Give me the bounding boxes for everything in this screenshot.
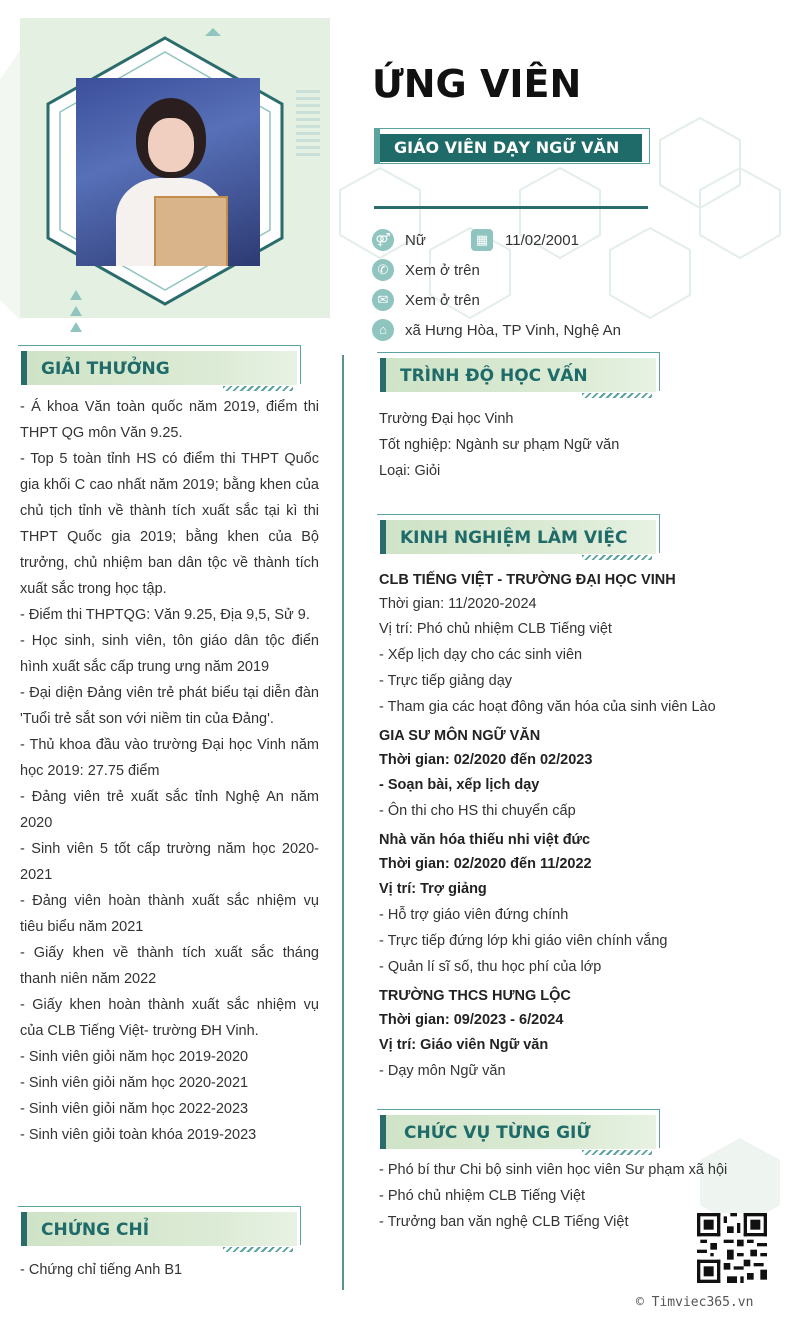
education-major: Tốt nghiệp: Ngành sư phạm Ngữ văn bbox=[379, 437, 620, 453]
job-task: - Hỗ trợ giáo viên đứng chính bbox=[379, 907, 569, 923]
job-role: Vị trí: Trợ giảng bbox=[379, 881, 487, 897]
list-item: - Sinh viên giỏi năm học 2020-2021 bbox=[20, 1075, 249, 1091]
job-task: - Trực tiếp giảng dạy bbox=[379, 673, 513, 689]
list-item: - Trưởng ban văn nghệ CLB Tiếng Việt bbox=[379, 1214, 629, 1230]
list-item: - Điểm thi THPTQG: Văn 9.25, Địa 9,5, Sử 9. bbox=[20, 607, 310, 623]
list-item: - Á khoa Văn toàn quốc năm 2019, điểm thi THPT QG môn Văn 9.25. bbox=[20, 399, 319, 441]
list-item: - Học sinh, sinh viên, tôn giáo dân tộc điển hình xuất sắc cấp trung ưng năm 2019 bbox=[20, 633, 319, 675]
job-task: - Quản lí sĩ số, thu học phí của lớp bbox=[379, 959, 602, 975]
job-time: Thời gian: 11/2020-2024 bbox=[379, 596, 537, 612]
list-item: - Đại diện Đảng viên trẻ phát biểu tại diễn đàn 'Tuổi trẻ sắt son với niềm tin của Đảng'. bbox=[20, 685, 319, 727]
education-details bbox=[379, 406, 779, 484]
contact-phone: ✆ Xem ở trên bbox=[372, 259, 572, 285]
list-item: - Phó chủ nhiệm CLB Tiếng Việt bbox=[379, 1188, 586, 1204]
job-role: Vị trí: Giáo viên Ngữ văn bbox=[379, 1037, 549, 1053]
job-time: Thời gian: 02/2020 đến 02/2023 bbox=[379, 752, 593, 768]
job-org: TRƯỜNG THCS HƯNG LỘC bbox=[379, 988, 571, 1004]
positions-heading: CHỨC VỤ TỪNG GIỮ bbox=[380, 1113, 656, 1155]
experience-heading: KINH NGHIỆM LÀM VIỆC bbox=[380, 518, 656, 560]
email-icon: ✉ bbox=[372, 289, 394, 311]
experience-list bbox=[379, 568, 789, 1084]
job-time: Thời gian: 09/2023 - 6/2024 bbox=[379, 1012, 564, 1028]
list-item: - Phó bí thư Chi bộ sinh viên học viên Sư phạm xã hội bbox=[379, 1162, 728, 1178]
list-item: - Đảng viên trẻ xuất sắc tỉnh Nghệ An năm 2020 bbox=[20, 789, 319, 831]
watermark: © Timviec365.vn bbox=[636, 1295, 754, 1310]
avatar bbox=[76, 78, 260, 266]
list-item: - Giấy khen hoàn thành xuất sắc nhiệm vụ của CLB Tiếng Việt- trường ĐH Vinh. bbox=[20, 997, 319, 1039]
job-task: - Dạy môn Ngữ văn bbox=[379, 1063, 506, 1079]
list-item: - Sinh viên giỏi toàn khóa 2019-2023 bbox=[20, 1127, 257, 1143]
job-task: - Ôn thi cho HS thi chuyển cấp bbox=[379, 803, 576, 819]
job-org: GIA SƯ MÔN NGỮ VĂN bbox=[379, 728, 541, 744]
job-task: - Trực tiếp đứng lớp khi giáo viên chính vắng bbox=[379, 933, 668, 949]
home-icon: ⌂ bbox=[372, 319, 394, 341]
calendar-icon: ▦ bbox=[471, 229, 493, 251]
list-item: - Thủ khoa đầu vào trường Đại học Vinh năm học 2019: 27.75 điểm bbox=[20, 737, 319, 779]
contact-gender: ⚤ Nữ bbox=[372, 229, 482, 255]
contact-email: ✉ Xem ở trên bbox=[372, 289, 572, 315]
list-item: - Sinh viên 5 tốt cấp trường năm học 2020-2021 bbox=[20, 841, 319, 883]
contact-address: ⌂ xã Hưng Hòa, TP Vinh, Nghệ An bbox=[372, 319, 672, 345]
list-item: - Chứng chỉ tiếng Anh B1 bbox=[20, 1262, 183, 1278]
job-org: CLB TIẾNG VIỆT - TRƯỜNG ĐẠI HỌC VINH bbox=[379, 572, 676, 588]
education-heading: TRÌNH ĐỘ HỌC VẤN bbox=[380, 356, 656, 398]
job-org: Nhà văn hóa thiếu nhi việt đức bbox=[379, 832, 591, 848]
education-school: Trường Đại học Vinh bbox=[379, 411, 514, 427]
gender-icon: ⚤ bbox=[372, 229, 394, 251]
contact-birthdate: ▦ 11/02/2001 bbox=[471, 229, 651, 255]
phone-icon: ✆ bbox=[372, 259, 394, 281]
certificates-list bbox=[20, 1257, 320, 1283]
list-item: - Top 5 toàn tỉnh HS có điểm thi THPT Quốc gia khối C cao nhất năm 2019; bằng khen của chủ tịch tỉnh về thành tích xuất sắc tại kì thi THPT Quốc gia 2019; bằng khen của Bộ trưởng, chủ nhiệm ban dân tộc về thành tích xuất sắc trong học tập. bbox=[20, 451, 319, 597]
job-time: Thời gian: 02/2020 đến 11/2022 bbox=[379, 856, 592, 872]
candidate-name: ỨNG VIÊN bbox=[372, 62, 582, 106]
list-item: - Sinh viên giỏi năm học 2022-2023 bbox=[20, 1101, 249, 1117]
education-grade: Loại: Giỏi bbox=[379, 463, 441, 479]
job-role: Vị trí: Phó chủ nhiệm CLB Tiếng việt bbox=[379, 621, 612, 637]
job-task: - Xếp lịch dạy cho các sinh viên bbox=[379, 647, 583, 663]
position-banner bbox=[374, 128, 650, 168]
awards-heading: GIẢI THƯỞNG bbox=[21, 349, 297, 391]
position-title: GIÁO VIÊN DẠY NGỮ VĂN bbox=[394, 138, 620, 157]
list-item: - Đảng viên hoàn thành xuất sắc nhiệm vụ tiêu biểu năm 2021 bbox=[20, 893, 319, 935]
certificates-heading: CHỨNG CHỈ bbox=[21, 1210, 297, 1252]
qr-code[interactable] bbox=[697, 1213, 767, 1283]
job-role: - Soạn bài, xếp lịch dạy bbox=[379, 777, 540, 793]
list-item: - Giấy khen về thành tích xuất sắc tháng thanh niên năm 2022 bbox=[20, 945, 319, 987]
list-item: - Sinh viên giỏi năm học 2019-2020 bbox=[20, 1049, 249, 1065]
awards-list bbox=[20, 394, 319, 1148]
job-task: - Tham gia các hoạt đông văn hóa của sinh viên Lào bbox=[379, 699, 716, 715]
